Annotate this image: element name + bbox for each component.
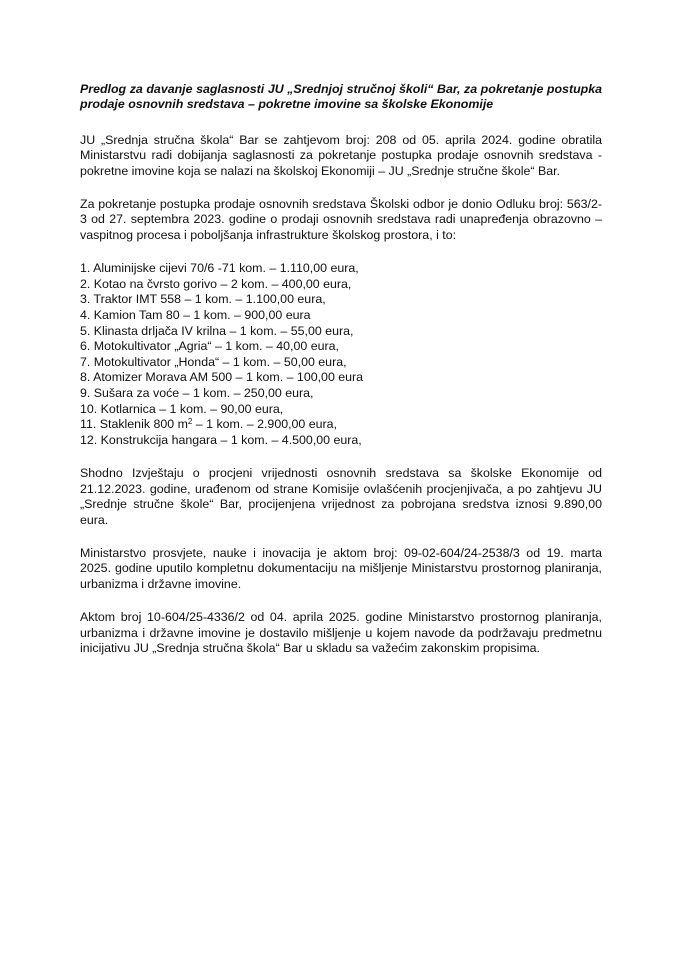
list-item: 8. Atomizer Morava AM 500 – 1 kom. – 100,00 eura: [80, 370, 364, 385]
document-page: [80, 82, 602, 674]
superscript: 2: [187, 417, 193, 427]
list-item: 9. Sušara za voće – 1 kom. – 250,00 eura,: [80, 386, 314, 400]
list-item: [80, 417, 602, 433]
list-item: 5. Klinasta drljača IV krilna – 1 kom. – 55,00 eura,: [80, 323, 354, 338]
intro-paragraph: JU „Srednja stručna škola“ Bar se zahtjevom broj: 208 od 05. aprila 2024. godine obratila Ministarstvu radi dobijanja saglasnosti za pokretanje postupka prodaje osnovnih sredstava - pokretne imovine koja se nalazi na školskoj Ekonomiji – JU „Srednje stručne škole“ Bar.: [80, 132, 602, 178]
list-item: 6. Motokultivator „Agria“ – 1 kom. – 40,00 eura,: [80, 339, 339, 354]
list-item: 1. Aluminijske cijevi 70/6 -71 kom. – 1.110,00 eura,: [80, 261, 359, 276]
list-item: 2. Kotao na čvrsto gorivo – 2 kom. – 400,00 eura,: [80, 276, 352, 291]
ministry-paragraph: Ministarstvo prosvjete, nauke i inovacija je aktom broj: 09-02-604/24-2538/3 od 19. marta 2025. godine uputilo kompletnu dokumentaciju na mišljenje Ministarstvu prostornog planiranja, urbanizma i državne imovine.: [80, 546, 602, 591]
valuation-paragraph: Shodno Izvještaju o procjeni vrijednosti osnovnih sredstava sa školske Ekonomije od 21.12.2023. godine, urađenom od strane Komisije ovlašćenih procjenjivača, a po zahtjevu JU „Srednje stručne škole“ Bar, procijenjena vrijednost za pobrojana sredstva iznosi 9.890,00 eura.: [80, 466, 602, 527]
opinion-paragraph: Aktom broj 10-604/25-4336/2 od 04. aprila 2025. godine Ministarstvo prostornog planiranja, urbanizma i državne imovine je dostavilo mišljenje u kojem navode da podržavaju predmetnu inicijativu JU „Srednja stručna škola“ Bar u skladu sa važećim zakonskim propisima.: [80, 610, 602, 656]
document-title: Predlog za davanje saglasnosti JU „Srednjoj stručnoj školi“ Bar, za pokretanje postupka prodaje osnovnih sredstava – pokretne imovine sa školske Ekonomije: [80, 82, 602, 112]
list-item: 3. Traktor IMT 558 – 1 kom. – 1.100,00 eura,: [80, 292, 326, 307]
decision-paragraph: Za pokretanje postupka prodaje osnovnih sredstava Školski odbor je donio Odluku broj: 563/2-3 od 27. septembra 2023. godine o prodaji osnovnih sredstava radi unapređenja obrazovno – vaspitnog procesa i poboljšanja infrastrukture školskog prostora, i to:: [80, 197, 602, 242]
list-item: 4. Kamion Tam 80 – 1 kom. – 900,00 eura: [80, 308, 311, 323]
asset-list: [80, 261, 602, 448]
list-item: 7. Motokultivator „Honda“ – 1 kom. – 50,00 eura,: [80, 354, 347, 369]
list-item-text: 11. Staklenik 800 m: [80, 417, 188, 432]
list-item-text-rest: – 1 kom. – 2.900,00 eura,: [192, 417, 338, 432]
list-item: 12. Konstrukcija hangara – 1 kom. – 4.500,00 eura,: [80, 432, 362, 447]
list-item: 10. Kotlarnica – 1 kom. – 90,00 eura,: [80, 401, 284, 416]
